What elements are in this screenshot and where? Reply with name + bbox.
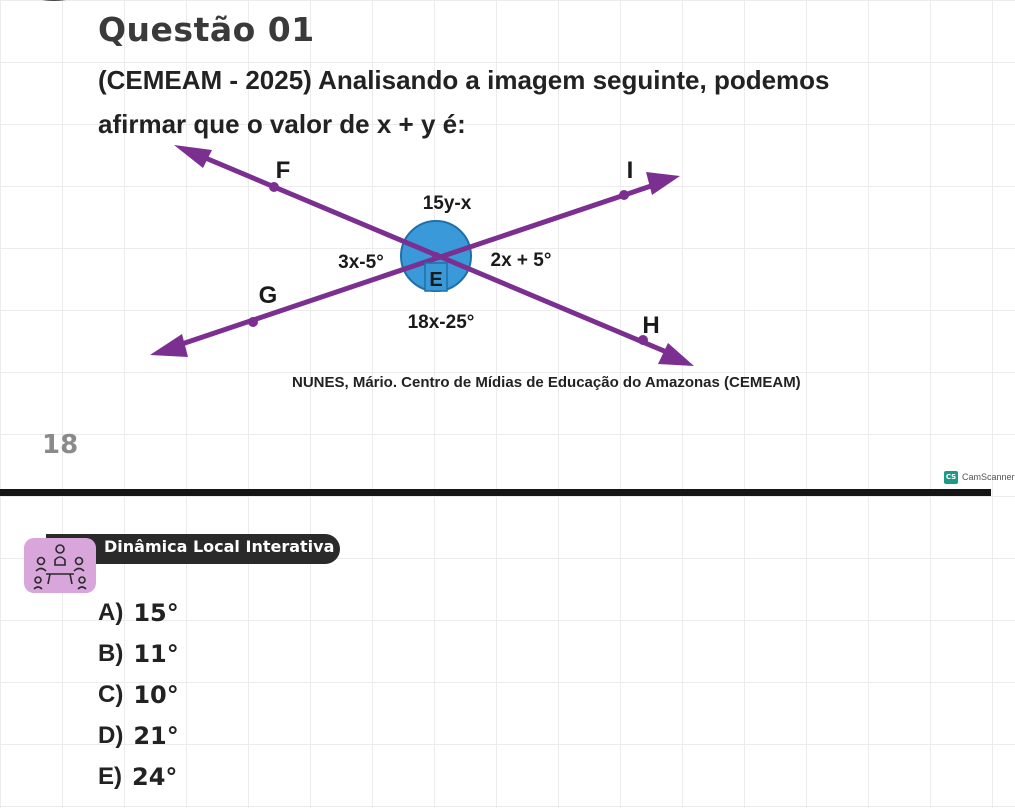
angle-bottom-label: 18x-25°	[407, 312, 475, 333]
option-d-value: 21°	[133, 721, 179, 750]
group-people-icon	[24, 538, 96, 593]
arrow-h	[658, 343, 694, 366]
camscanner-text: CamScanner	[962, 472, 1015, 482]
angle-left-label: 3x-5°	[338, 252, 384, 273]
question-text	[98, 58, 918, 146]
page-number: 18	[42, 430, 79, 460]
option-b-value: 11°	[133, 639, 179, 668]
option-d-letter: D)	[98, 721, 124, 749]
point-g-label: G	[258, 282, 278, 309]
point-h-label: H	[642, 312, 660, 339]
angle-diagram	[0, 140, 991, 380]
point-i	[619, 190, 629, 200]
option-c-value: 10°	[133, 680, 179, 709]
activity-icon-box	[24, 538, 96, 593]
arrow-g	[150, 334, 188, 357]
option-b[interactable]	[98, 633, 179, 674]
option-a-value: 15°	[133, 598, 179, 627]
arrow-f	[174, 145, 212, 168]
point-e	[432, 252, 440, 260]
question-line-2: afirmar que o valor de x + y é:	[98, 109, 466, 139]
option-c-letter: C)	[98, 680, 124, 708]
option-a[interactable]	[98, 592, 179, 633]
point-f-label: F	[275, 157, 291, 184]
answer-options	[98, 592, 179, 797]
camscanner-watermark	[944, 470, 1015, 484]
decorative-icon	[24, 0, 84, 8]
point-i-label: I	[626, 157, 634, 184]
page-divider	[0, 489, 991, 496]
option-b-letter: B)	[98, 639, 124, 667]
option-a-letter: A)	[98, 598, 124, 626]
source-citation: NUNES, Mário. Centro de Mídias de Educação do Amazonas (CEMEAM)	[292, 374, 801, 391]
option-d[interactable]	[98, 715, 179, 756]
point-e-label: E	[429, 269, 443, 291]
question-line-1: (CEMEAM - 2025) Analisando a imagem seguinte, podemos	[98, 65, 830, 95]
arrow-i	[646, 172, 680, 195]
activity-label: Dinâmica Local Interativa	[104, 537, 335, 556]
angle-right-label: 2x + 5°	[490, 250, 552, 271]
question-title: Questão 01	[98, 10, 315, 49]
option-e[interactable]	[98, 756, 179, 797]
option-c[interactable]	[98, 674, 179, 715]
option-e-value: 24°	[132, 762, 178, 791]
option-e-letter: E)	[98, 762, 122, 790]
point-g	[248, 317, 258, 327]
angle-top-label: 15y-x	[422, 193, 472, 214]
camscanner-logo-icon: CS	[944, 471, 958, 484]
